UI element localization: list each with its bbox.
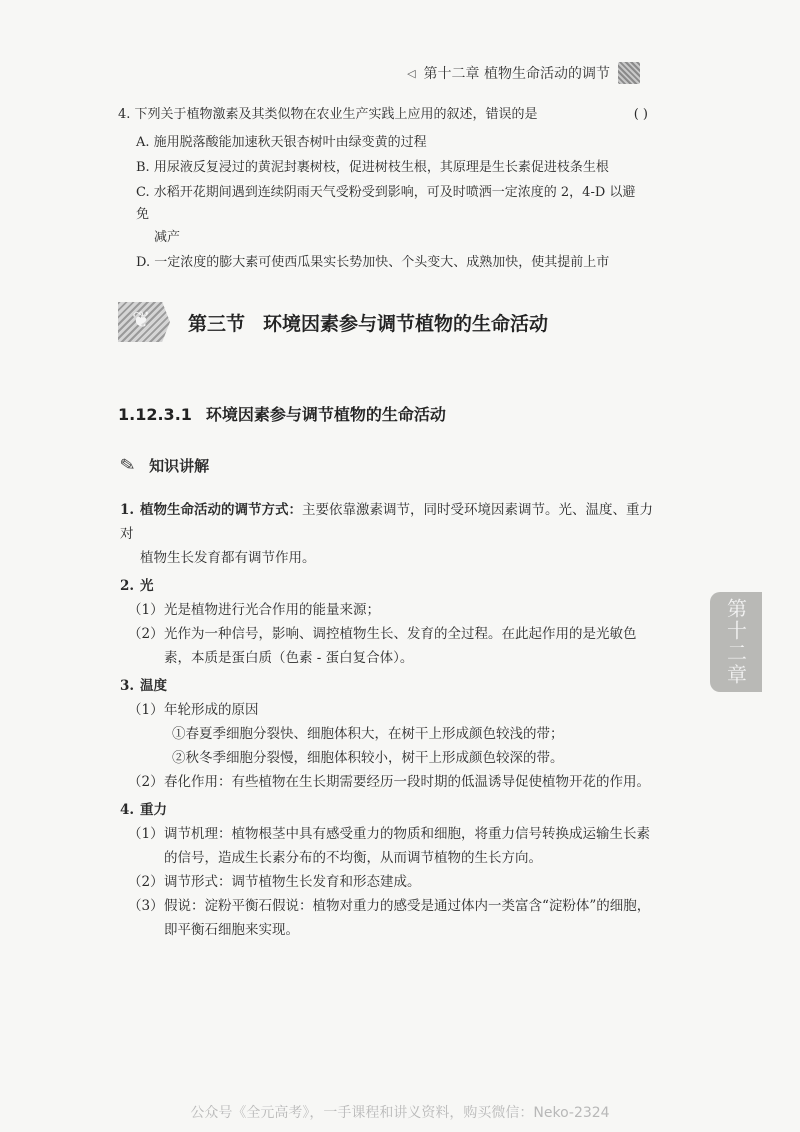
- option-text: 施用脱落酸能加速秋天银杏树叶由绿变黄的过程: [153, 135, 427, 150]
- pen-icon: ✎: [118, 453, 137, 478]
- sub-sub-item: ②秋冬季细胞分裂慢，细胞体积较小，树干上形成颜色较深的带。: [172, 750, 564, 767]
- item-heading: 植物生命活动的调节方式：: [140, 502, 302, 518]
- sub-item: [120, 698, 660, 722]
- item-number: 1.: [120, 502, 135, 518]
- item-2: [120, 574, 660, 670]
- sub-number: （2）: [128, 626, 164, 643]
- option-d: [136, 252, 648, 275]
- option-text: 一定浓度的膨大素可使西瓜果实长势加快、个头变大、成熟加快，使其提前上市: [154, 254, 610, 270]
- running-head: [407, 62, 640, 84]
- chapter-title: 第十二章 植物生命活动的调节: [423, 66, 610, 82]
- item-text: 主要依靠激素调节，同时受环境因素调节。光、温度、重力对: [120, 502, 653, 543]
- section-banner: [118, 302, 548, 342]
- chapter-side-tab: 第十二章: [710, 592, 762, 692]
- sub-number: （1）: [128, 702, 164, 719]
- sub-number: （3）: [128, 898, 164, 915]
- option-a: [136, 132, 648, 155]
- knowledge-heading: [120, 455, 209, 476]
- sub-item: [120, 894, 660, 942]
- item-3: [120, 674, 660, 794]
- item-number: 3.: [120, 678, 135, 695]
- triangle-left-icon: ◁: [407, 66, 416, 80]
- sub-item: [120, 598, 660, 622]
- option-text-cont: 减产: [154, 230, 181, 245]
- sub-number: （1）: [128, 602, 164, 619]
- sub-text: 光作为一种信号，影响、调控植物生长、发育的全过程。在此起作用的是光敏色素，本质是蛋白质（色素 - 蛋白复合体）。: [164, 626, 637, 667]
- chapter-badge-icon: [618, 62, 640, 84]
- option-text: 用尿液反复浸过的黄泥封裹树枝，促进树枝生根，其原理是生长素促进枝条生根: [153, 159, 609, 175]
- sub-number: （1）: [128, 826, 164, 843]
- option-label: A.: [136, 135, 150, 150]
- sub-text: 年轮形成的原因: [164, 702, 259, 719]
- item-heading: 重力: [140, 802, 167, 819]
- content-body: [120, 494, 660, 942]
- option-text: 水稻开花期间遇到连续阴雨天气受粉受到影响，可及时喷洒一定浓度的 2，4-D 以避免: [136, 184, 636, 223]
- option-label: B.: [136, 159, 150, 175]
- sub-item: [120, 870, 660, 894]
- sub-item: [120, 770, 660, 794]
- item-heading: 光: [140, 578, 154, 595]
- section-leaf-icon: [118, 302, 170, 342]
- subsection-heading: [118, 402, 446, 425]
- sub-item: [120, 622, 660, 670]
- answer-paren: ( ): [633, 107, 648, 122]
- knowledge-title: 知识讲解: [149, 457, 210, 475]
- sub-sub-item: ①春夏季细胞分裂快、细胞体积大，在树干上形成颜色较浅的带；: [172, 726, 564, 743]
- sub-number: （2）: [128, 774, 164, 791]
- sub-text: 调节形式：调节植物生长发育和形态建成。: [164, 874, 421, 891]
- subsection-title: 环境因素参与调节植物的生命活动: [205, 405, 446, 424]
- question-4: [118, 108, 648, 275]
- sub-text: 春化作用：有些植物在生长期需要经历一段时期的低温诱导促使植物开花的作用。: [164, 774, 650, 791]
- sub-text: 假说：淀粉平衡石假说：植物对重力的感受是通过体内一类富含“淀粉体”的细胞，即平衡石细胞来实现。: [164, 898, 651, 939]
- section-title: [188, 309, 548, 336]
- item-number: 4.: [120, 802, 135, 819]
- question-stem: 4. 下列关于植物激素及其类似物在农业生产实践上应用的叙述，错误的是: [118, 107, 538, 122]
- sub-item: [120, 822, 660, 870]
- footer-watermark: 公众号《全元高考》，一手课程和讲义资料，购买微信：Neko-2324: [190, 1105, 610, 1121]
- option-label: D.: [136, 254, 151, 270]
- item-text-cont: 植物生长发育都有调节作用。: [140, 550, 316, 567]
- option-label: C.: [136, 184, 150, 200]
- option-b: [136, 157, 648, 180]
- section-number: 第三节: [188, 312, 246, 335]
- sub-text: 光是植物进行光合作用的能量来源；: [164, 602, 380, 619]
- section-name: 环境因素参与调节植物的生命活动: [263, 312, 549, 335]
- item-4: [120, 798, 660, 942]
- subsection-number: 1.12.3.1: [118, 405, 192, 424]
- sub-number: （2）: [128, 874, 164, 891]
- item-number: 2.: [120, 578, 135, 595]
- sub-text: 调节机理：植物根茎中具有感受重力的物质和细胞，将重力信号转换成运输生长素的信号，造成生长素分布的不均衡，从而调节植物的生长方向。: [164, 826, 650, 867]
- option-c: [136, 182, 648, 250]
- item-heading: 温度: [140, 678, 167, 695]
- item-1: [120, 498, 660, 570]
